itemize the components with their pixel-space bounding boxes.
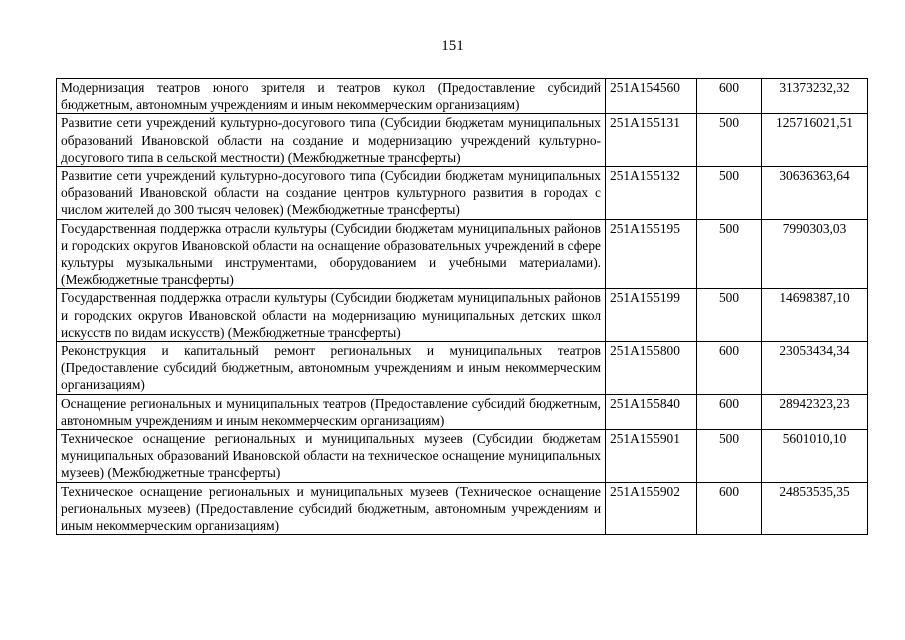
row-target-code: 251A155131 <box>606 114 697 167</box>
table-row <box>57 219 868 289</box>
row-expense-type: 500 <box>697 219 762 289</box>
row-amount: 14698387,10 <box>762 289 868 342</box>
row-description: Техническое оснащение региональных и муниципальных музеев (Субсидии бюджетам муниципальных образований Ивановской области на техническое оснащение муниципальных музеев) (Межбюджетные трансферты) <box>57 430 606 483</box>
row-target-code: 251A155800 <box>606 342 697 395</box>
row-description: Техническое оснащение региональных и муниципальных музеев (Техническое оснащение региональных музеев) (Предоставление субсидий бюджетным, автономным учреждениям и иным некоммерческим организациям) <box>57 482 606 535</box>
row-target-code: 251A155840 <box>606 394 697 429</box>
row-amount: 23053434,34 <box>762 342 868 395</box>
row-expense-type: 600 <box>697 342 762 395</box>
table-row <box>57 79 868 114</box>
budget-table <box>56 78 868 535</box>
row-description: Модернизация театров юного зрителя и театров кукол (Предоставление субсидий бюджетным, автономным учреждениям и иным некоммерческим организациям) <box>57 79 606 114</box>
row-target-code: 251A155199 <box>606 289 697 342</box>
table-row <box>57 394 868 429</box>
table-row <box>57 430 868 483</box>
row-amount: 5601010,10 <box>762 430 868 483</box>
row-expense-type: 600 <box>697 482 762 535</box>
row-expense-type: 500 <box>697 289 762 342</box>
row-description: Государственная поддержка отрасли культуры (Субсидии бюджетам муниципальных районов и городских округов Ивановской области на оснащение образовательных учреждений в сфере культуры музыкальными инструментами, оборудованием и учебными материалами). (Межбюджетные трансферты) <box>57 219 606 289</box>
row-description: Реконструкция и капитальный ремонт региональных и муниципальных театров (Предоставление субсидий бюджетным, автономным учреждениям и иным некоммерческим организациям) <box>57 342 606 395</box>
row-amount: 125716021,51 <box>762 114 868 167</box>
row-description: Развитие сети учреждений культурно-досугового типа (Субсидии бюджетам муниципальных образований Ивановской области на создание и модернизацию учреждений культурно-досугового типа в сельской местности) (Межбюджетные трансферты) <box>57 114 606 167</box>
page-number: 151 <box>441 38 464 54</box>
row-description: Оснащение региональных и муниципальных театров (Предоставление субсидий бюджетным, автономным учреждениям и иным некоммерческим организациям) <box>57 394 606 429</box>
row-target-code: 251A155902 <box>606 482 697 535</box>
row-amount: 30636363,64 <box>762 167 868 220</box>
table-row <box>57 114 868 167</box>
row-expense-type: 500 <box>697 167 762 220</box>
row-amount: 28942323,23 <box>762 394 868 429</box>
row-expense-type: 600 <box>697 394 762 429</box>
row-expense-type: 600 <box>697 79 762 114</box>
table-row <box>57 342 868 395</box>
row-amount: 24853535,35 <box>762 482 868 535</box>
row-amount: 31373232,32 <box>762 79 868 114</box>
row-target-code: 251A155901 <box>606 430 697 483</box>
row-expense-type: 500 <box>697 114 762 167</box>
table-row <box>57 167 868 220</box>
row-description: Государственная поддержка отрасли культуры (Субсидии бюджетам муниципальных районов и городских округов Ивановской области на модернизацию муниципальных детских школ искусств по видам искусств) (Межбюджетные трансферты) <box>57 289 606 342</box>
row-target-code: 251A155195 <box>606 219 697 289</box>
row-amount: 7990303,03 <box>762 219 868 289</box>
row-expense-type: 500 <box>697 430 762 483</box>
row-target-code: 251A154560 <box>606 79 697 114</box>
row-description: Развитие сети учреждений культурно-досугового типа (Субсидии бюджетам муниципальных образований Ивановской области на создание центров культурного развития в городах с числом жителей до 300 тысяч человек) (Межбюджетные трансферты) <box>57 167 606 220</box>
table-row <box>57 289 868 342</box>
row-target-code: 251A155132 <box>606 167 697 220</box>
table-row <box>57 482 868 535</box>
